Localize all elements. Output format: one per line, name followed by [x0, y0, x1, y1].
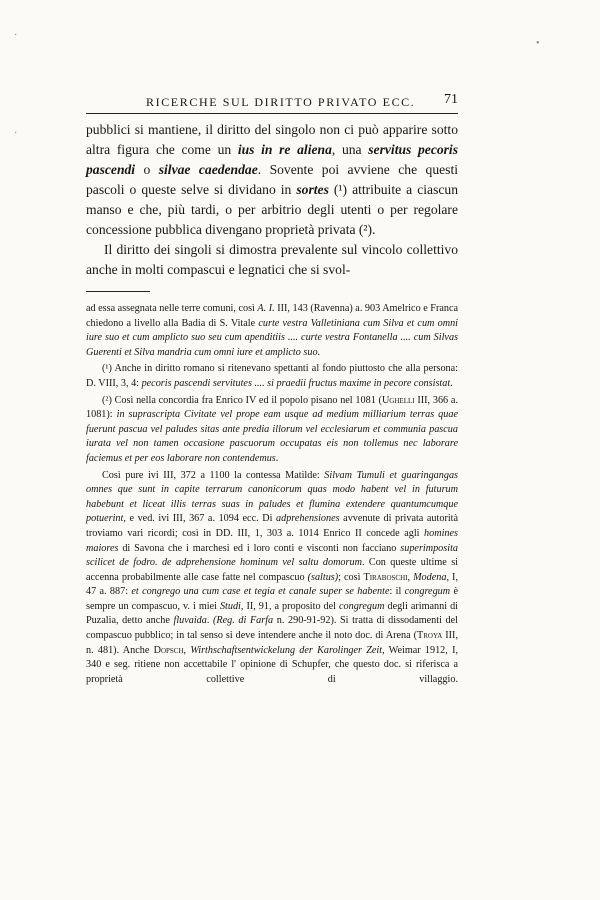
running-title: RICERCHE SUL DIRITTO PRIVATO ECC. — [146, 95, 416, 109]
paragraph-2: Il diritto dei singoli si dimostra prevalente sul vincolo collettivo anche in molti compascui e legnatici che si svol- — [86, 242, 458, 277]
page-header — [86, 93, 458, 114]
paragraph-1: pubblici si mantiene, il diritto del singolo non ci può apparire sotto altra figura che come un ius in re aliena, una servitus pecoris pascendi o silvae caedendae. Sovente poi avviene che questi pascoli o queste selve si dividano in sortes (¹) attribuite a ciascun manso e che, più tardi, o per arbitrio degli utenti o per regolare concessione pubblica divengano proprietà privata (²). — [86, 122, 459, 237]
footnote-2-continued: Così pure ivi III, 372 a 1100 la contessa Matilde: Silvam Tumuli et guaringangas omnes que sunt in capite terrarum canonicorum quas modo habent vel in futurum habebunt et liceat illis terras suas in paludes et flumina extendere quantumcumque potuerint, e ved. ivi III, 367 a. 1094 ecc. Di adprehensiones avvenute di privata autorità troviamo vari ricordi; così in DD. III, 1, 303 a. 1014 Enrico II concede agli homines maiores di Savona che i marchesi ed i loro conti e visconti non facciano superimposita scilicet de fodro. de adprehensione hominum vel saltu domorum. Con queste ultime si accenna probabilmente alle case fatte nel compascuo (saltus); così Tiraboschi, Modena, I, 47 a. 887: et congrego una cum case et tegia et canale super se habente: il congregum è sempre un compascuo, v. i miei Studi, II, 91, a proposito del congregum degli arimanni di Puzalia, detto anche fluvaida. (Reg. di Farfa n. 290-91-92). Si tratta di dissodamenti del compascuo pubblico; in tal senso si deve intendere anche il noto doc. di Arena (Troya III, n. 481). Anche Dopsch, Wirthschaftsentwickelung der Karolinger Zeit, Weimar 1912, I, 340 e seg. ritiene non accettabile l' opinione di Schupfer, che questo doc. si riferisca a proprietà collettive di villaggio. — [86, 469, 459, 685]
margin-speck-right: • — [536, 38, 540, 49]
footnote-1: (¹) Anche in diritto romano si ritenevano spettanti al fondo piuttosto che alla persona: D. VIII, 3, 4: pecoris pascendi servitutes .... si praedii fructus maxime in pecore consistat. — [86, 363, 458, 389]
footnote-continuation: ad essa assegnata nelle terre comuni, così A. I. III, 143 (Ravenna) a. 903 Amelrico e Franca chiedono a livello alla Badia di S. Vitale curte vestra Valletiniana cum Silva et cum omni iure suo et cum amplicto suo seu cum apenditiis .... curte vestra Fontanella .... cum Silvas Guerenti et Silva mandria cum omni iure et amplicto suo. — [86, 303, 459, 358]
margin-speck-left: · — [14, 30, 18, 41]
page-number: 71 — [444, 92, 458, 107]
margin-speck-mid: · — [14, 128, 18, 139]
footnote-2: (²) Così nella concordia fra Enrico IV ed il popolo pisano nel 1081 (Ughelli III, 366 a. 1081): in suprascripta Civitate vel prope eam usque ad medium milliarium terras quae fuerunt pascua vel paludes sitas ante predia illorum vel ecclesiarum et communia pascua iurata vel non tamen occasione pascuorum occupatas eis non tollemus nec laborare faciemus et per eos laborare non contendemus. — [86, 394, 458, 464]
footnotes — [86, 302, 458, 689]
footnote-rule — [86, 291, 150, 292]
main-text — [86, 120, 458, 280]
